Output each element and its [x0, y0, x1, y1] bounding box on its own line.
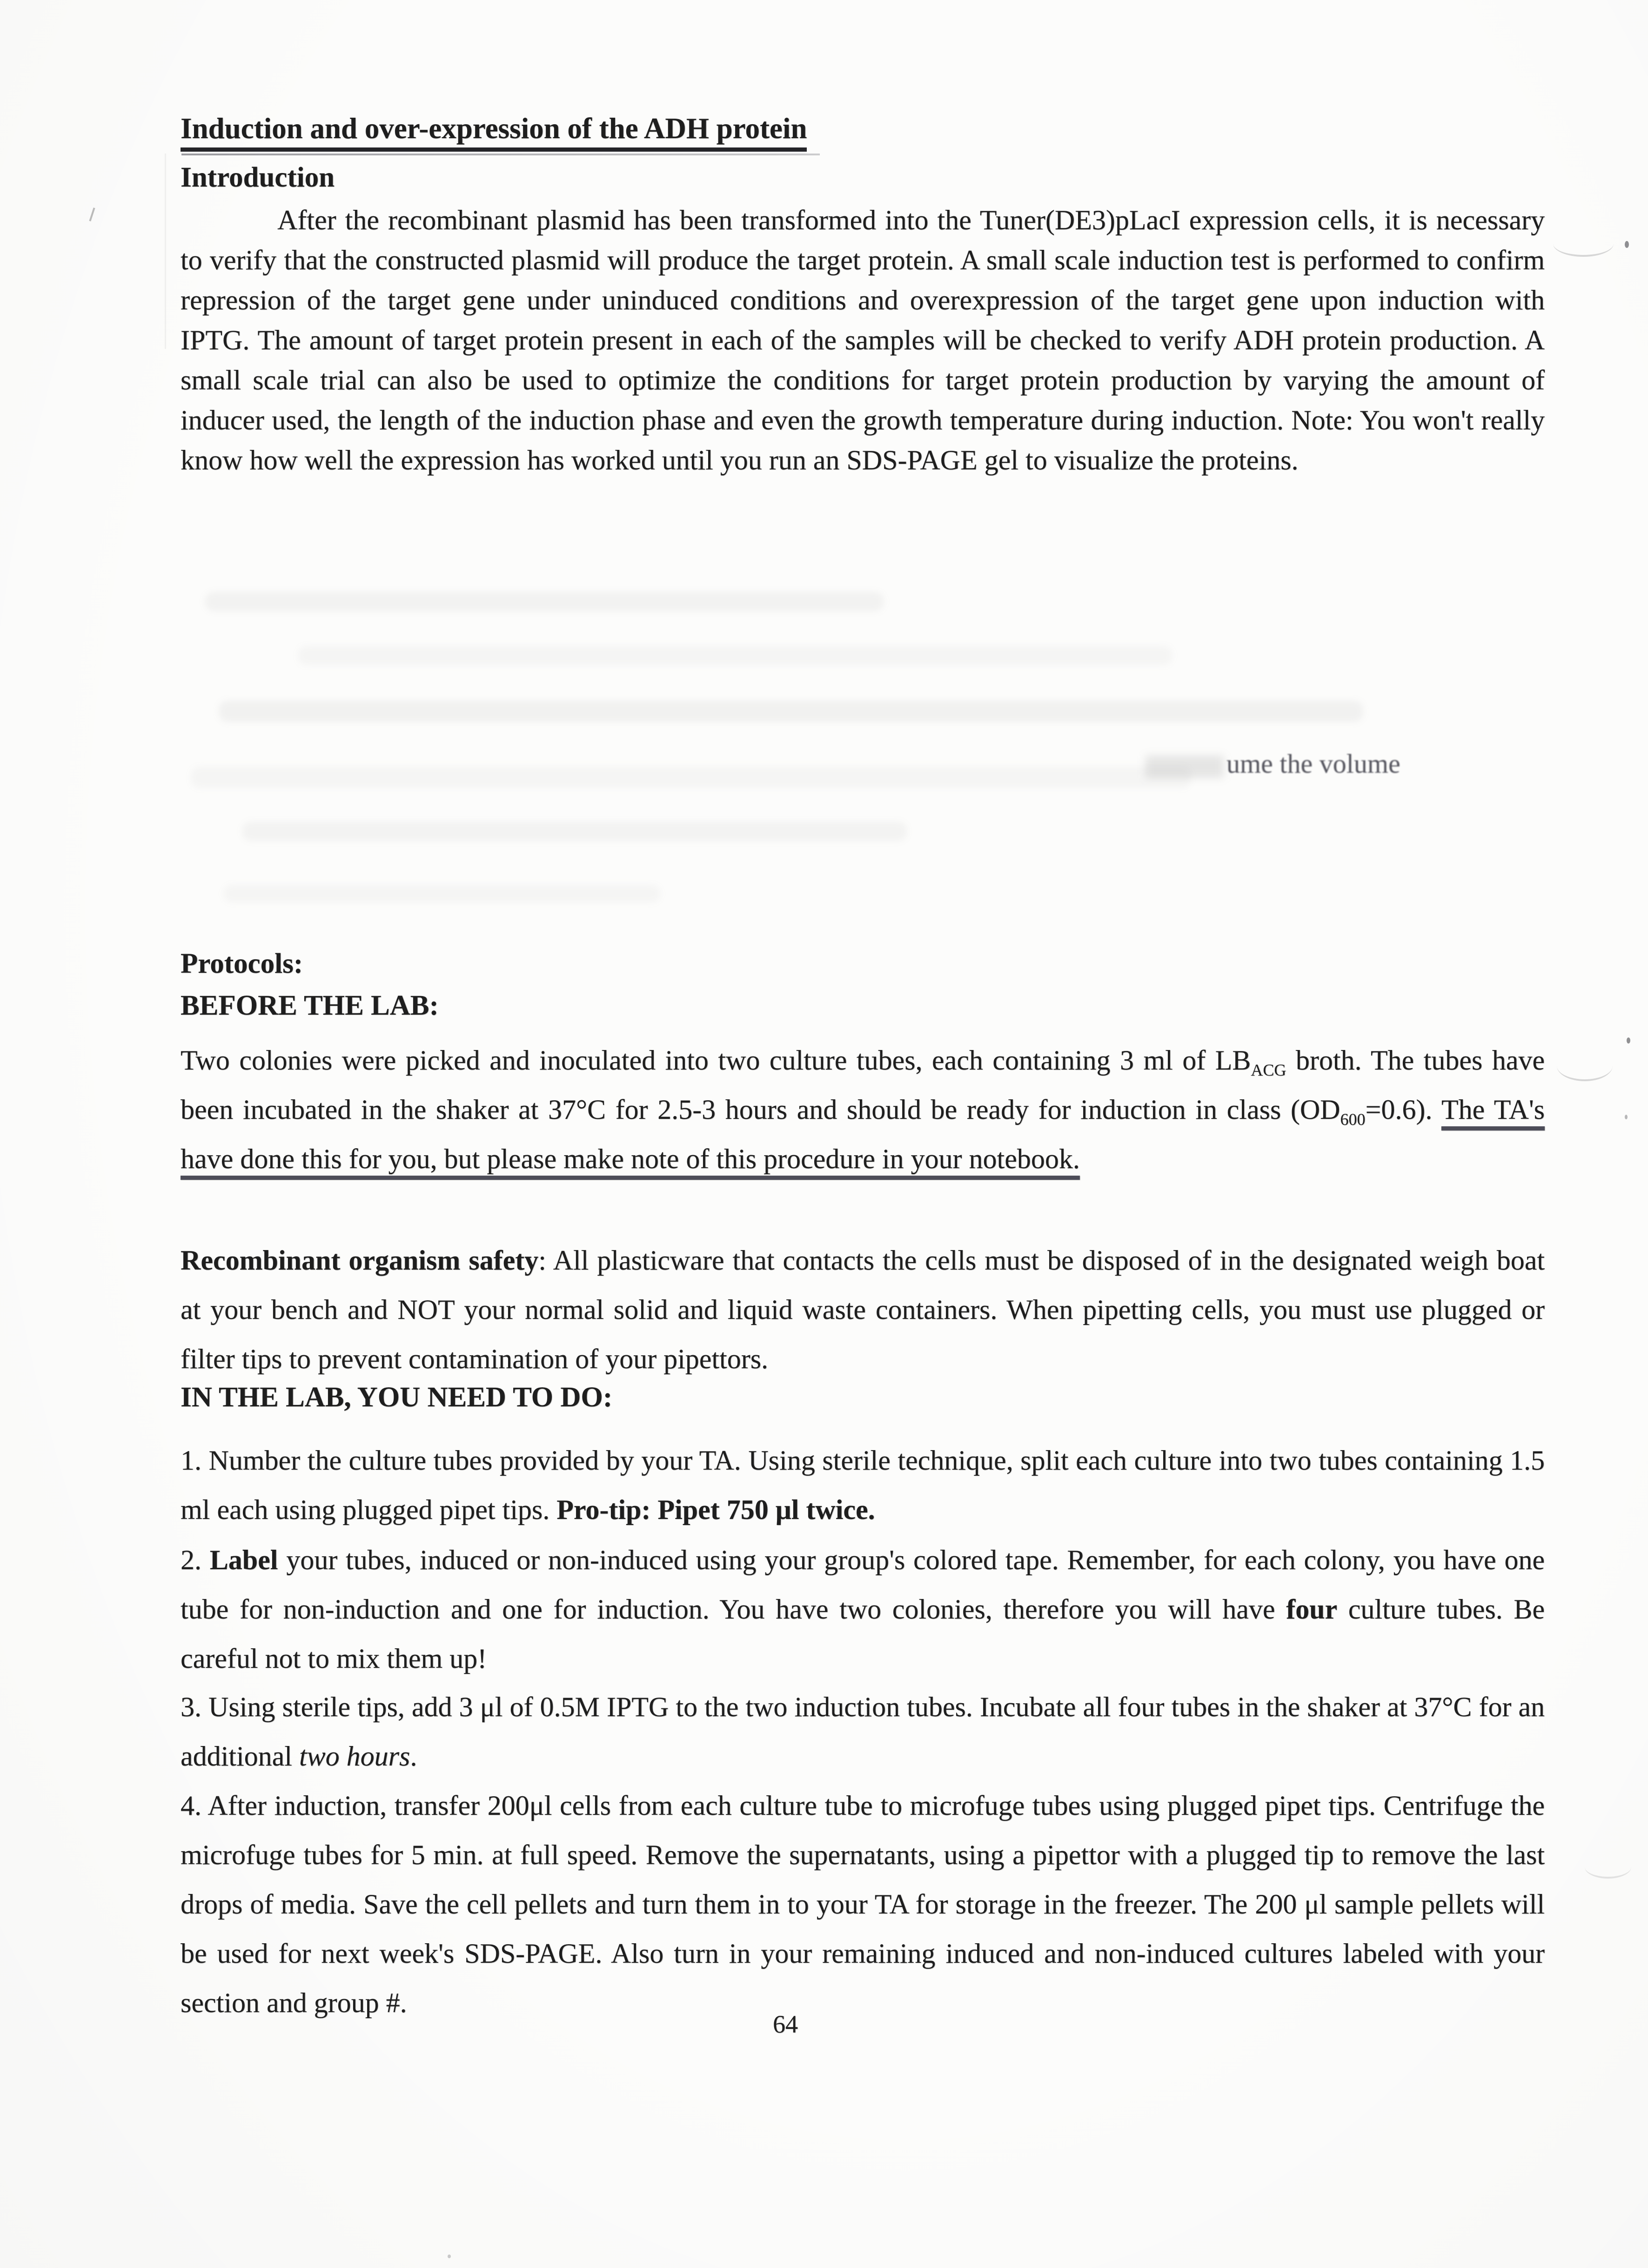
scan-artifact-speck: [1625, 241, 1629, 248]
scan-artifact-slash: [89, 207, 95, 221]
erased-text-smudge: [223, 885, 661, 903]
erased-text-visible-fragment: ume the volume: [1226, 749, 1400, 779]
scan-artifact-speck: [448, 2255, 451, 2258]
erased-text-smudge: [191, 767, 1191, 788]
scan-artifact-arc: [1585, 1855, 1631, 1879]
before-the-lab-heading: BEFORE THE LAB:: [181, 990, 439, 1021]
protocols-heading: Protocols:: [181, 948, 303, 979]
erased-text-smudge: [1146, 756, 1224, 778]
scan-artifact-speck: [1625, 1115, 1628, 1119]
document-title: Induction and over-expression of the ADH protein: [181, 112, 807, 152]
protocol-step-2: 2. Label your tubes, induced or non-induced using your group's colored tape. Remember, for each colony, you have one tube for non-induction and one for induction. You have two colonies, therefore you will have four culture tubes. Be careful not to mix them up!: [181, 1545, 1545, 1674]
erased-text-smudge: [298, 646, 1172, 665]
before-the-lab-paragraph: Two colonies were picked and inoculated into two culture tubes, each containing 3 ml of $LB_{ACG}$ broth. The tubes have been incubated in the shaker at 37°C for 2.5-3 hours and should be ready for induction in class $(OD_{600}=0.6)$. The TA's have done this for you, but please make note of this procedure in your notebook.: [181, 1045, 1545, 1174]
scan-artifact-arc: [1557, 1050, 1613, 1081]
introduction-paragraph: After the recombinant plasmid has been transformed into the Tuner(DE3)pLacI expression cells, it is necessary to verify that the constructed plasmid will produce the target protein. A small scale induction test is performed to confirm repression of the target gene under uninduced conditions and overexpression of the target gene upon induction with IPTG. The amount of target protein present in each of the samples will be checked to verify ADH protein production. A small scale trial can also be used to optimize the conditions for target protein production by varying the amount of inducer used, the length of the induction phase and even the growth temperature during induction. Note: You won't really know how well the expression has worked until you run an SDS-PAGE gel to visualize the proteins.: [181, 205, 1545, 475]
scan-artifact-speck: [1627, 1037, 1630, 1044]
protocol-step-4: 4. After induction, transfer 200μl cells from each culture tube to microfuge tubes using plugged pipet tips. Centrifuge the microfuge tubes for 5 min. at full speed. Remove the supernatants, using a pipettor with a plugged tip to remove the last drops of media. Save the cell pellets and turn them in to your TA for storage in the freezer. The 200 μl sample pellets will be used for next week's SDS-PAGE. Also turn in your remaining induced and non-induced cultures labeled with your section and group #.: [181, 1790, 1545, 2018]
scan-artifact-arc: [1553, 231, 1614, 257]
page-number: 64: [773, 2010, 798, 2038]
in-the-lab-heading: IN THE LAB, YOU NEED TO DO:: [181, 1381, 613, 1413]
recombinant-safety-paragraph: Recombinant organism safety: All plasticware that contacts the cells must be disposed of in the designated weigh boat at your bench and NOT your normal solid and liquid waste containers. When pipetting cells, you must use plugged or filter tips to prevent contamination of your pipettors.: [181, 1245, 1545, 1374]
erased-text-smudge: [205, 592, 884, 611]
protocol-step-1: 1. Number the culture tubes provided by your TA. Using sterile technique, split each culture into two tubes containing 1.5 ml each using plugged pipet tips. Pro-tip: Pipet 750 μl twice.: [181, 1445, 1545, 1525]
scan-artifact-streak: [165, 154, 166, 349]
erased-text-smudge: [219, 701, 1363, 722]
protocol-step-3: 3. Using sterile tips, add 3 μl of 0.5M IPTG to the two induction tubes. Incubate all four tubes in the shaker at 37°C for an additional two hours.: [181, 1692, 1545, 1772]
erased-text-smudge: [242, 822, 907, 841]
introduction-heading: Introduction: [181, 161, 335, 193]
